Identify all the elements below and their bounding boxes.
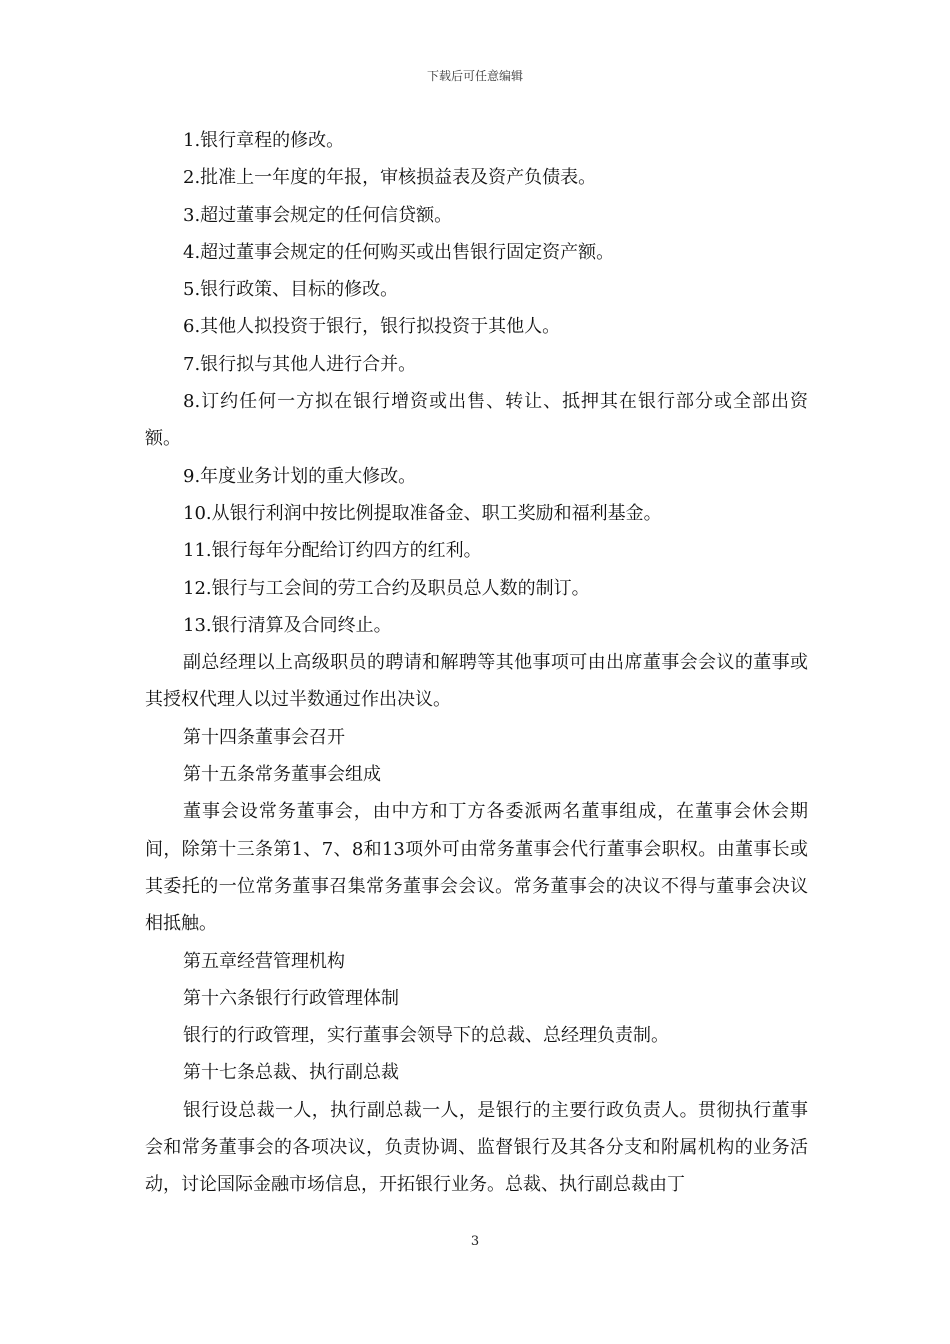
- list-item-8: 8.订约任何一方拟在银行增资或出售、转让、抵押其在银行部分或全部出资额。: [145, 391, 808, 450]
- list-item-12: 12.银行与工会间的劳工合约及职员总人数的制订。: [183, 577, 590, 599]
- document-body: [145, 122, 808, 1204]
- article-15-heading: 第十五条常务董事会组成: [183, 764, 381, 786]
- paragraph-other-matters: 副总经理以上高级职员的聘请和解聘等其他事项可由出席董事会会议的董事或其授权代理人以过半数通过作出决议。: [145, 652, 808, 711]
- list-item-13: 13.银行清算及合同终止。: [183, 614, 392, 636]
- paragraph-president: 银行设总裁一人，执行副总裁一人，是银行的主要行政负责人。贯彻执行董事会和常务董事会的各项决议，负责协调、监督银行及其各分支和附属机构的业务活动，讨论国际金融市场信息，开拓银行业务。总裁、执行副总裁由丁: [145, 1099, 808, 1196]
- article-17-heading: 第十七条总裁、执行副总裁: [183, 1062, 399, 1084]
- list-item-10: 10.从银行利润中按比例提取准备金、职工奖励和福利基金。: [183, 502, 662, 524]
- paragraph-standing-board: 董事会设常务董事会，由中方和丁方各委派两名董事组成，在董事会休会期间，除第十三条第1、7、8和13项外可由常务董事会代行董事会职权。由董事长或其委托的一位常务董事召集常务董事会会议。常务董事会的决议不得与董事会决议相抵触。: [145, 801, 808, 935]
- paragraph-admin-management: 银行的行政管理，实行董事会领导下的总裁、总经理负责制。: [183, 1025, 669, 1047]
- chapter-5-heading: 第五章经营管理机构: [183, 950, 345, 972]
- list-item-11: 11.银行每年分配给订约四方的红利。: [183, 540, 482, 562]
- list-item-6: 6.其他人拟投资于银行，银行拟投资于其他人。: [183, 316, 561, 338]
- page-number: 3: [470, 1234, 480, 1249]
- list-item-3: 3.超过董事会规定的任何信贷额。: [183, 204, 453, 226]
- list-item-4: 4.超过董事会规定的任何购买或出售银行固定资产额。: [183, 241, 615, 263]
- article-16-heading: 第十六条银行行政管理体制: [183, 987, 399, 1009]
- list-item-7: 7.银行拟与其他人进行合并。: [183, 353, 417, 375]
- article-14-heading: 第十四条董事会召开: [183, 726, 345, 748]
- page-header: 下载后可任意编辑: [426, 69, 523, 83]
- list-item-9: 9.年度业务计划的重大修改。: [183, 465, 417, 487]
- list-item-1: 1.银行章程的修改。: [183, 130, 345, 151]
- list-item-5: 5.银行政策、目标的修改。: [183, 279, 399, 301]
- list-item-2: 2.批准上一年度的年报，审核损益表及资产负债表。: [183, 167, 597, 189]
